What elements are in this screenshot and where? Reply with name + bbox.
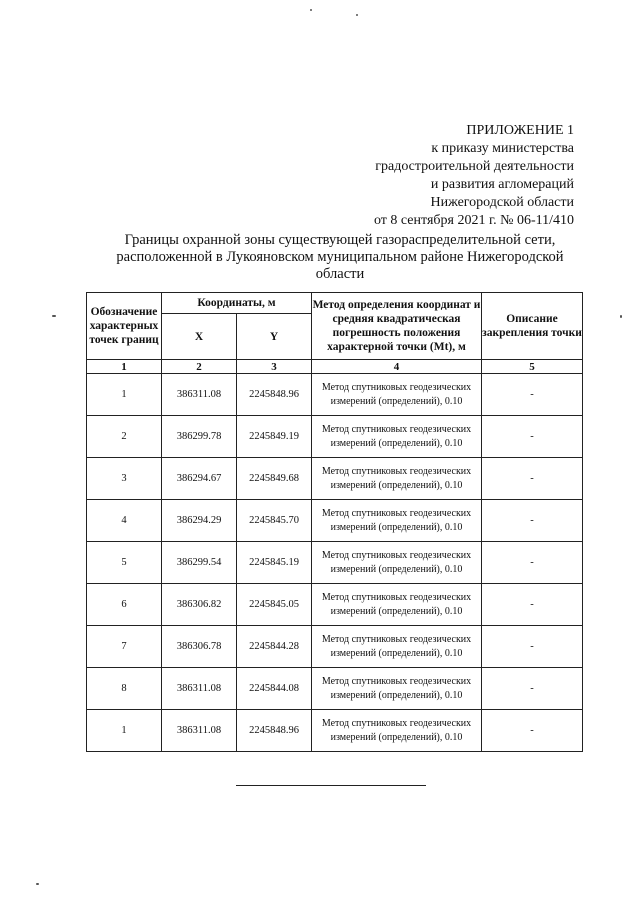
point-id: 1 <box>87 710 162 752</box>
coord-x: 386299.78 <box>162 416 237 458</box>
header-method: Метод определения координат и средняя квадратическая погрешность положения характерной точки (Mt), м <box>312 293 482 360</box>
column-number: 4 <box>312 360 482 374</box>
coord-x: 386306.78 <box>162 626 237 668</box>
method-text: Метод спутниковых геодезических измерений (определений), 0.10 <box>312 584 482 626</box>
coord-x: 386311.08 <box>162 710 237 752</box>
appendix-line: Нижегородской области <box>430 195 574 210</box>
point-id: 6 <box>87 584 162 626</box>
point-id: 8 <box>87 668 162 710</box>
coord-x: 386311.08 <box>162 374 237 416</box>
scan-speck <box>620 315 622 318</box>
coord-x: 386294.67 <box>162 458 237 500</box>
point-description: - <box>482 626 583 668</box>
coord-y: 2245844.28 <box>237 626 312 668</box>
scan-speck <box>52 315 56 317</box>
method-text: Метод спутниковых геодезических измерений (определений), 0.10 <box>312 668 482 710</box>
point-description: - <box>482 668 583 710</box>
table-row <box>87 626 583 668</box>
coord-x: 386299.54 <box>162 542 237 584</box>
method-text: Метод спутниковых геодезических измерений (определений), 0.10 <box>312 710 482 752</box>
coord-x: 386306.82 <box>162 584 237 626</box>
coord-x: 386311.08 <box>162 668 237 710</box>
coord-y: 2245848.96 <box>237 710 312 752</box>
coord-y: 2245849.68 <box>237 458 312 500</box>
table-row <box>87 668 583 710</box>
method-text: Метод спутниковых геодезических измерений (определений), 0.10 <box>312 542 482 584</box>
point-description: - <box>482 374 583 416</box>
table-row <box>87 710 583 752</box>
table-row <box>87 416 583 458</box>
signature-divider <box>236 785 426 786</box>
point-description: - <box>482 542 583 584</box>
column-number: 2 <box>162 360 237 374</box>
method-text: Метод спутниковых геодезических измерений (определений), 0.10 <box>312 416 482 458</box>
coordinates-table <box>86 292 583 752</box>
table-row <box>87 374 583 416</box>
point-id: 1 <box>87 374 162 416</box>
title-line: расположенной в Лукояновском муниципальном районе Нижегородской <box>116 249 564 265</box>
scan-speck <box>36 883 39 885</box>
appendix-line: градостроительной деятельности <box>375 159 574 174</box>
document-title <box>80 232 600 283</box>
point-id: 7 <box>87 626 162 668</box>
title-line: Границы охранной зоны существующей газораспределительной сети, <box>124 232 556 248</box>
coord-y: 2245849.19 <box>237 416 312 458</box>
header-y: Y <box>237 314 312 360</box>
method-text: Метод спутниковых геодезических измерений (определений), 0.10 <box>312 458 482 500</box>
point-id: 3 <box>87 458 162 500</box>
appendix-line: и развития агломераций <box>430 177 574 192</box>
header-coordinates: Координаты, м <box>162 293 312 314</box>
column-number: 5 <box>482 360 583 374</box>
point-id: 2 <box>87 416 162 458</box>
method-text: Метод спутниковых геодезических измерений (определений), 0.10 <box>312 500 482 542</box>
method-text: Метод спутниковых геодезических измерений (определений), 0.10 <box>312 374 482 416</box>
coord-y: 2245848.96 <box>237 374 312 416</box>
scan-speck <box>356 14 358 16</box>
table-row <box>87 584 583 626</box>
method-text: Метод спутниковых геодезических измерений (определений), 0.10 <box>312 626 482 668</box>
header-point: Обозначение характерных точек границ <box>87 293 162 360</box>
appendix-order-date: от 8 сентября 2021 г. № 06-11/410 <box>373 213 574 228</box>
point-description: - <box>482 500 583 542</box>
header-description: Описание закрепления точки <box>482 293 583 360</box>
title-line: области <box>315 266 365 282</box>
point-id: 5 <box>87 542 162 584</box>
header-x: X <box>162 314 237 360</box>
scan-speck <box>310 9 312 11</box>
appendix-title: ПРИЛОЖЕНИЕ 1 <box>466 123 574 138</box>
coord-y: 2245844.08 <box>237 668 312 710</box>
point-description: - <box>482 458 583 500</box>
table-row <box>87 500 583 542</box>
coord-y: 2245845.70 <box>237 500 312 542</box>
coord-x: 386294.29 <box>162 500 237 542</box>
point-id: 4 <box>87 500 162 542</box>
coord-y: 2245845.05 <box>237 584 312 626</box>
column-number: 3 <box>237 360 312 374</box>
table-row <box>87 542 583 584</box>
appendix-line: к приказу министерства <box>431 141 574 156</box>
coord-y: 2245845.19 <box>237 542 312 584</box>
point-description: - <box>482 416 583 458</box>
table-row <box>87 458 583 500</box>
point-description: - <box>482 584 583 626</box>
point-description: - <box>482 710 583 752</box>
appendix-header <box>374 122 574 230</box>
column-number: 1 <box>87 360 162 374</box>
